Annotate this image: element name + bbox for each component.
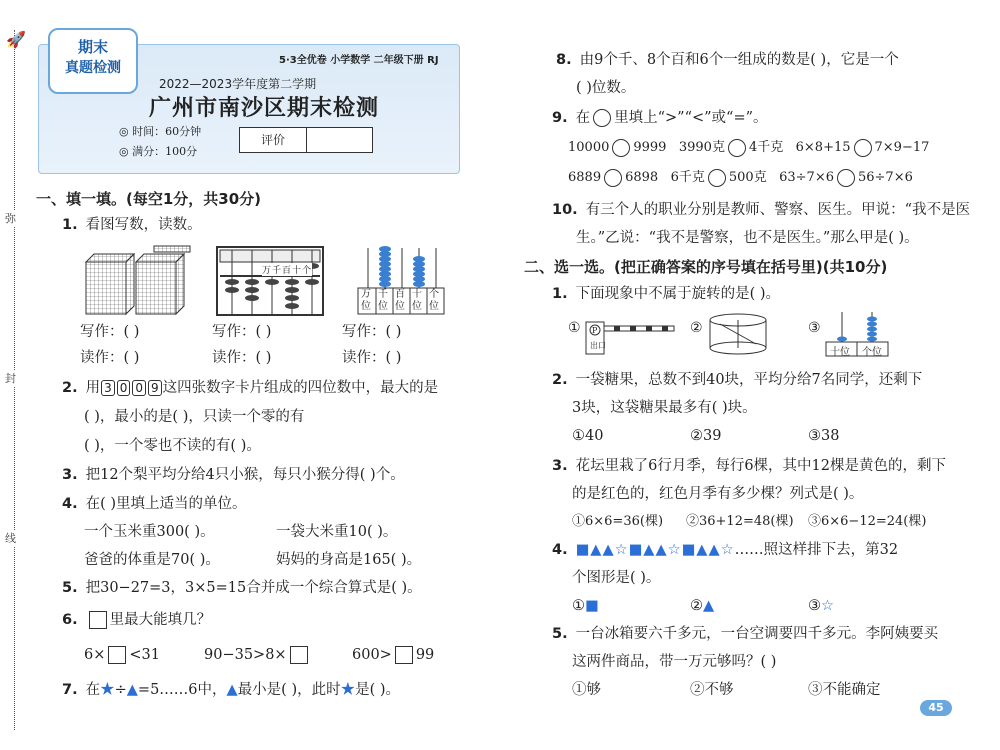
question-2-line: ( )，一个零也不读的有( )。 xyxy=(84,438,261,454)
question-2-line: ( )，最小的是( )，只读一个零的有 xyxy=(84,409,305,425)
choice-3: 3. 花坛里栽了6行月季，每行6棵，其中12棵是黄色的，剩下 xyxy=(552,458,947,474)
choice-4-option[interactable]: ②▲ xyxy=(690,598,715,614)
triangle-icon: ▲ xyxy=(226,682,238,698)
tens-label: 十位 xyxy=(830,347,850,358)
page-title: 广州市南沙区期末检测 xyxy=(149,96,380,121)
write-blank-1[interactable]: 写作：( ) xyxy=(80,324,140,340)
choice-2-line: 3块，这袋糖果最多有( )块。 xyxy=(572,400,757,416)
choice-5: 5. 一台冰箱要六千多元，一台空调要四千多元。李阿姨要买 xyxy=(552,626,939,642)
read-blank-2[interactable]: 读作：( ) xyxy=(212,350,272,366)
choice-5-option[interactable]: ③不能确定 xyxy=(808,682,881,698)
shape-sequence: ■▲▲☆■▲▲☆■▲▲☆ xyxy=(575,542,735,558)
abacus-place-labels: 万千百十个 xyxy=(262,263,312,276)
choice-4-option[interactable]: ①■ xyxy=(572,598,599,614)
score-info: ◎ 满分：100分 xyxy=(119,145,198,158)
option-label: ② xyxy=(690,320,703,336)
question-10-line: 生。”乙说：“我不是警察，也不是医生。”那么甲是( )。 xyxy=(576,230,919,246)
question-6: 6. 里最大能填几？ xyxy=(62,612,212,628)
time-info: ◎ 时间：60分钟 xyxy=(119,125,202,138)
rocket-icon: 🚀 xyxy=(6,30,26,49)
star-icon: ☆ xyxy=(821,598,834,614)
page-number: 45 xyxy=(920,700,952,716)
choice-3-option[interactable]: ②36+12=48(棵) xyxy=(686,514,794,529)
question-5: 5. 把30−27=3，3×5=15合并成一个综合算式是( )。 xyxy=(62,580,422,596)
question-2: 2. 用 3 0 0 9 这四张数字卡片组成的四位数中，最大的是 xyxy=(62,380,439,396)
side-mark: 弥 xyxy=(5,212,16,225)
gate-exit-label: 出口 xyxy=(590,341,606,350)
revolving-door-figure xyxy=(706,312,770,356)
compare-row-1: 10000 9999 3990克 4千克 6×8+15 7×9−17 xyxy=(568,140,930,155)
question-6a: 6× <31 xyxy=(84,647,160,663)
gate-p-label: P xyxy=(592,326,598,335)
top-meta: 5·3全优卷 小学数学 二年级下册 RJ xyxy=(279,55,439,66)
choice-4-option[interactable]: ③☆ xyxy=(808,598,834,614)
star-icon: ★ xyxy=(100,682,115,698)
star-icon: ★ xyxy=(340,682,356,698)
read-blank-1[interactable]: 读作：( ) xyxy=(80,350,140,366)
read-blank-3[interactable]: 读作：( ) xyxy=(342,350,402,366)
choice-4: 4. ■▲▲☆■▲▲☆■▲▲☆……照这样排下去，第32 xyxy=(552,542,899,558)
choice-2-option[interactable]: ①40 xyxy=(572,428,604,444)
side-mark: 封 xyxy=(5,372,16,385)
section-title: 二、选一选。(把正确答案的序号填在括号里)(共10分) xyxy=(524,258,888,276)
write-blank-3[interactable]: 写作：( ) xyxy=(342,324,402,340)
exam-badge: 期末 真题检测 xyxy=(48,28,138,94)
school-year: 2022—2023学年度第二学期 xyxy=(159,77,317,91)
question-6b: 90−35>8× xyxy=(204,645,311,665)
question-10: 10. 有三个人的职业分别是教师、警察、医生。甲说：“我不是医 xyxy=(552,202,971,218)
choice-3-line: 的是红色的，红色月季有多少棵？列式是( )。 xyxy=(572,486,864,502)
question-8-line: ( )位数。 xyxy=(576,80,636,96)
compare-row-2: 6889 6898 6千克 500克 63÷7×6 56÷7×6 xyxy=(568,170,913,185)
choice-3-option[interactable]: ③6×6−12=24(棵) xyxy=(808,514,927,529)
question-6c: 600> 99 xyxy=(352,647,435,663)
side-mark: 线 xyxy=(5,532,16,545)
option-label: ③ xyxy=(808,320,821,336)
option-label: ① xyxy=(568,320,581,336)
question-7: 7. 在★÷▲=5……6中，▲最小是( )，此时★是( )。 xyxy=(62,682,401,698)
section-title: 一、填一填。(每空1分，共30分) xyxy=(36,190,262,208)
abacus-figure xyxy=(216,246,324,316)
square-icon: ■ xyxy=(585,598,599,614)
choice-5-option[interactable]: ①够 xyxy=(572,682,601,698)
question-8: 8. 由9个千、8个百和6个一组成的数是( )，它是一个 xyxy=(556,52,899,68)
question-4c: 爸爸的体重是70( )。 xyxy=(84,552,220,568)
question-9: 9. 在 里填上“>”“<”或“=”。 xyxy=(552,110,768,126)
triangle-icon: ▲ xyxy=(703,598,715,614)
question-4d: 妈妈的身高是165( )。 xyxy=(276,552,422,568)
choice-1: 1. 下面现象中不属于旋转的是( )。 xyxy=(552,286,781,302)
choice-4-line: 个图形是( )。 xyxy=(572,570,661,586)
choice-2-option[interactable]: ②39 xyxy=(690,428,722,444)
question-4: 4. 在( )里填上适当的单位。 xyxy=(62,496,247,512)
question-4a: 一个玉米重300( )。 xyxy=(84,524,215,540)
question-4b: 一袋大米重10( )。 xyxy=(276,524,398,540)
triangle-icon: ▲ xyxy=(126,682,138,698)
question-1: 1. 看图写数，读数。 xyxy=(62,217,202,233)
evaluation-box[interactable]: 评价 xyxy=(239,127,373,153)
choice-2: 2. 一袋糖果，总数不到40块，平均分给7名同学，还剩下 xyxy=(552,372,923,388)
ones-label: 个位 xyxy=(862,347,882,358)
base-ten-blocks-figure xyxy=(78,244,194,316)
choice-5-line: 这两件商品，带一万元够吗？( ) xyxy=(572,654,777,670)
choice-5-option[interactable]: ②不够 xyxy=(690,682,734,698)
write-blank-2[interactable]: 写作：( ) xyxy=(212,324,272,340)
choice-3-option[interactable]: ①6×6=36(棵) xyxy=(572,514,664,529)
choice-2-option[interactable]: ③38 xyxy=(808,428,840,444)
question-3: 3. 把12个梨平均分给4只小猴，每只小猴分得( )个。 xyxy=(62,467,405,483)
